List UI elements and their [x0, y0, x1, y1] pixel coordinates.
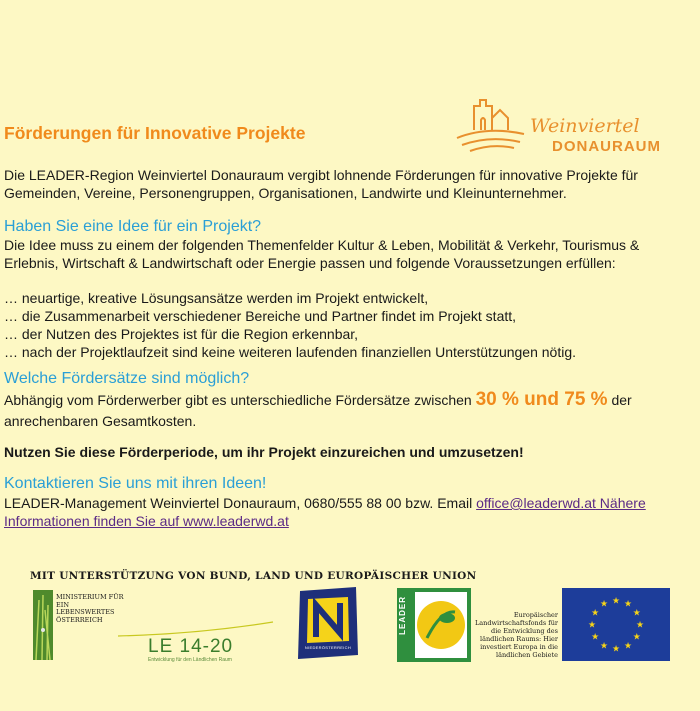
le-subtitle: Entwicklung für den Ländlichen Raum	[148, 657, 232, 663]
leader-logo	[397, 588, 471, 662]
intro-text: Die LEADER-Region Weinviertel Donauraum vergibt lohnende Förderungen für innovative Projekte für Gemeinden, Vereine, Personengruppen, Organisationen, Landwirte und Kleinunternehmer.	[4, 167, 638, 201]
call-to-action: Nutzen Sie diese Förderperiode, um ihr Projekt einzureichen und umzusetzen!	[4, 444, 524, 460]
niederoesterreich-logo	[296, 587, 360, 659]
eu-star-icon: ★	[611, 595, 621, 606]
idea-text: Die Idee muss zu einem der folgenden Themenfelder Kultur & Leben, Mobilität & Verkehr, Tourismus & Erlebnis, Wirtschaft & Landwirtschaft oder Energie passen und folgende Voraussetzungen erfüllen:	[4, 237, 640, 271]
list-item: … neuartige, kreative Lösungsansätze werden im Projekt entwickelt,	[4, 290, 429, 306]
grass-icon	[33, 590, 53, 660]
eu-star-icon: ★	[623, 640, 633, 651]
eu-star-icon: ★	[635, 619, 645, 630]
eu-star-icon: ★	[632, 631, 641, 642]
ministry-text: MINISTERIUM FÜR EIN LEBENSWERTES ÖSTERREICH	[56, 593, 124, 624]
rates-heading: Welche Fördersätze sind möglich?	[4, 370, 250, 387]
eu-star-icon: ★	[623, 598, 633, 609]
more-info-link[interactable]: Nähere Informationen finden Sie auf www.leaderwd.at	[4, 495, 646, 529]
le-logo-text: LE 14-20	[148, 636, 234, 657]
eu-star-icon: ★	[591, 607, 600, 618]
eu-star-icon: ★	[611, 643, 621, 654]
rates-highlight: 30 % und 75 %	[475, 389, 608, 410]
list-item: … der Nutzen des Projektes ist für die Region erkennbar,	[4, 326, 359, 342]
requirements-list	[4, 289, 694, 361]
eu-flag-icon	[562, 588, 670, 661]
castle-icon	[452, 88, 527, 158]
eu-flag	[562, 588, 670, 661]
eu-star-icon: ★	[599, 598, 609, 609]
eu-star-icon: ★	[587, 619, 597, 630]
eu-fund-text: Europäischer Landwirtschaftsfonds für die Entwicklung des ländlichen Raums: Hier investiert Europa in die ländlichen Gebiete	[474, 611, 558, 659]
idea-heading: Haben Sie eine Idee für ein Projekt?	[4, 218, 262, 235]
logo-region-text: DONAURAUM	[552, 138, 661, 155]
list-item: … nach der Projektlaufzeit sind keine weiteren laufenden finanziellen Unterstützungen nötig.	[4, 344, 577, 360]
contact-heading: Kontaktieren Sie uns mit ihren Ideen!	[4, 475, 267, 492]
weinviertel-logo	[452, 88, 692, 160]
eu-star-icon: ★	[632, 607, 641, 618]
leader-vertical-text: LEADER	[398, 596, 407, 635]
list-item: … die Zusammenarbeit verschiedener Bereiche und Partner findet im Projekt statt,	[4, 308, 517, 324]
email-link[interactable]: office@leaderwd.at	[476, 495, 596, 511]
footer-title: MIT UNTERSTÜTZUNG VON BUND, LAND UND EUROPÄISCHER UNION	[30, 570, 477, 582]
rates-text: Abhängig vom Förderwerber gibt es unterschiedliche Fördersätze zwischen 30 % und 75 % der anrechenbaren Gesamtkosten.	[4, 389, 632, 429]
n-logo-subtitle: NIEDERÖSTERREICH	[304, 645, 352, 650]
eu-star-icon: ★	[591, 631, 600, 642]
page-title: Förderungen für Innovative Projekte	[4, 123, 306, 143]
eu-star-icon: ★	[599, 640, 609, 651]
logo-script-text: Weinviertel	[530, 115, 640, 137]
contact-text: LEADER-Management Weinviertel Donauraum, 0680/555 88 00 bzw. Email office@leaderwd.at Nähere Informationen finden Sie auf www.leaderwd.at	[4, 495, 646, 529]
